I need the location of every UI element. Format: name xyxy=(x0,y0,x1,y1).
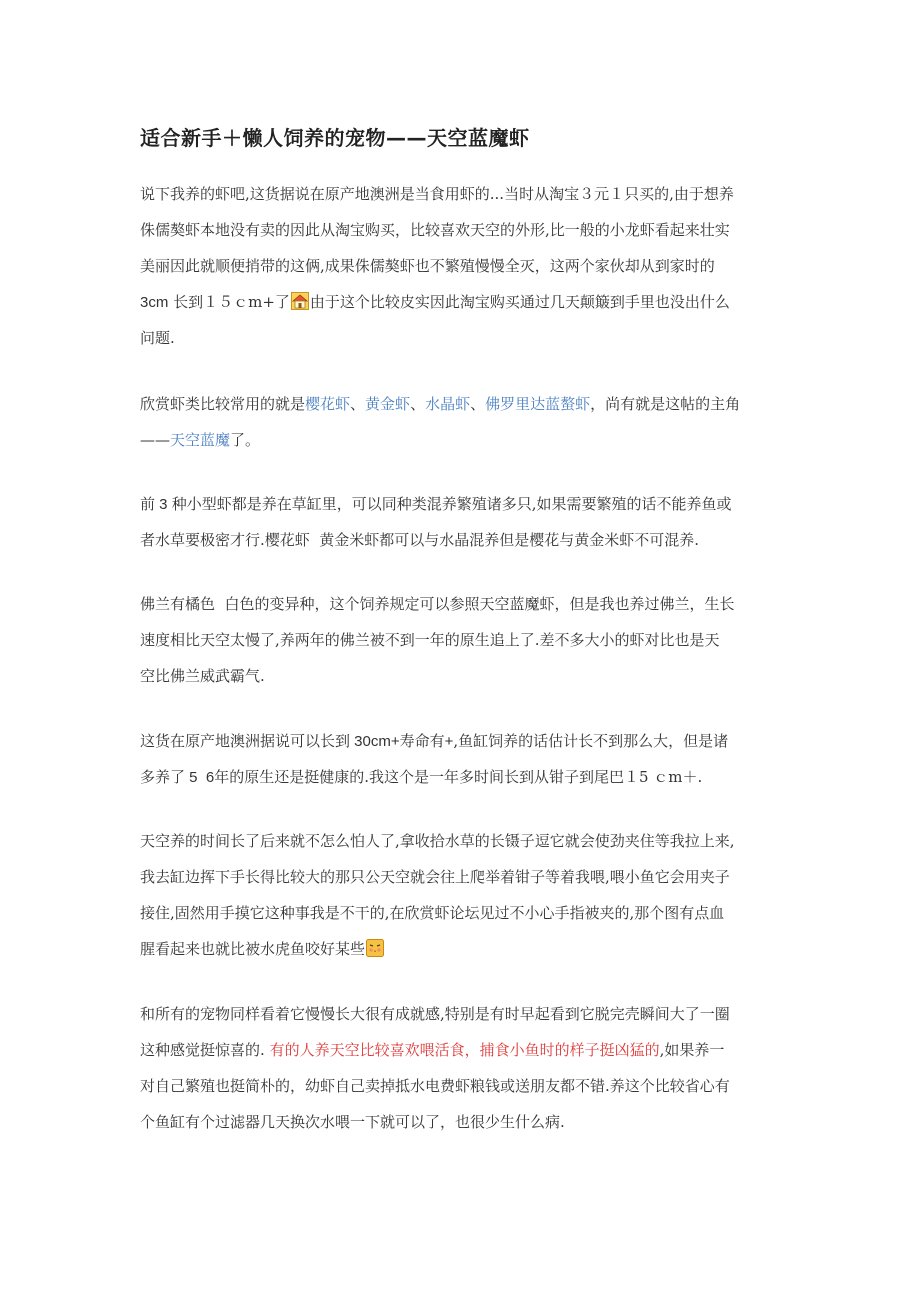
paragraph-line: 接住,固然用手摸它这种事我是不干的,在欣赏虾论坛见过不小心手指被夹的,那个图有点血 xyxy=(140,904,725,922)
text-span: 由于这个比较皮实因此淘宝购买通过几天颠簸到手里也没出什么 xyxy=(309,293,730,311)
paragraph-line: 者水草要极密才行.樱花虾 黄金米虾都可以与水晶混养但是樱花与黄金米虾不可混养. xyxy=(140,531,700,549)
text-span: 前 xyxy=(140,495,156,513)
paragraph-6 xyxy=(140,823,790,967)
paragraph-1 xyxy=(140,176,790,356)
paragraph-line: 美丽因此就顺便捎带的这俩,成果侏儒獒虾也不繁殖慢慢全灭，这两个家伙却从到家时的 xyxy=(140,257,715,275)
text-span: 多养了 xyxy=(140,768,186,786)
text-span: 长到１５ｃm+了 xyxy=(173,293,290,311)
article-title: 适合新手＋懒人饲养的宠物——天空蓝魔虾 xyxy=(140,126,530,150)
text-span: 3cm xyxy=(140,294,169,311)
paragraph-3 xyxy=(140,486,790,558)
text-span: 腥看起来也就比被水虎鱼咬好某些 xyxy=(140,940,366,958)
paragraph-line: 侏儒獒虾本地没有卖的因此从淘宝购买，比较喜欢天空的外形,比一般的小龙虾看起来壮实 xyxy=(140,221,730,239)
paragraph-line xyxy=(140,284,790,320)
paragraph-line: 佛兰有橘色 白色的变异种，这个饲养规定可以参照天空蓝魔虾，但是我也养过佛兰，生长 xyxy=(140,595,735,613)
text-span: 5 6 xyxy=(185,769,215,786)
paragraph-line: 说下我养的虾吧,这货据说在原产地澳洲是当食用虾的...当时从淘宝３元１只买的,由于想养 xyxy=(140,185,734,203)
kiss-face-emoticon-icon xyxy=(366,934,384,952)
text-span: 这种感觉挺惊喜的. xyxy=(140,1041,265,1059)
text-span: 欣赏虾类比较常用的就是 xyxy=(140,395,306,413)
paragraph-line: 天空养的时间长了后来就不怎么怕人了,拿收拾水草的长镊子逗它就会使劲夹住等我拉上来, xyxy=(140,832,735,850)
paragraph-line xyxy=(140,759,790,795)
text-span: 种小型虾都是养在草缸里，可以同种类混养繁殖诸多只,如果需要繁殖的话不能养鱼或 xyxy=(171,495,732,513)
link-florida-blue-crayfish[interactable]: 佛罗里达蓝螯虾 xyxy=(485,395,591,413)
text-span: 这货在原产地澳洲据说可以长到 xyxy=(140,732,351,750)
text-span: 、 xyxy=(470,395,486,413)
house-emoticon-icon xyxy=(291,287,309,305)
paragraph-line: 速度相比天空太慢了,养两年的佛兰被不到一年的原生追上了.差不多大小的虾对比也是天 xyxy=(140,631,720,649)
link-sky-blue-crayfish[interactable]: 天空蓝魔 xyxy=(170,431,231,449)
paragraph-line xyxy=(140,386,790,422)
text-span: 了。 xyxy=(230,431,261,449)
text-span: ,如果养一 xyxy=(659,1041,725,1059)
highlighted-text: 有的人养天空比较喜欢喂活食，捕食小鱼时的样子挺凶猛的 xyxy=(269,1041,660,1059)
paragraph-7 xyxy=(140,996,790,1140)
paragraph-line: 对自己繁殖也挺简朴的，幼虾自己卖掉抵水电费虾粮钱或送朋友都不错.养这个比较省心有 xyxy=(140,1077,730,1095)
text-span: ,鱼缸饲养的话估计长不到那么大，但是诸 xyxy=(453,732,729,750)
text-span: + xyxy=(444,733,454,750)
text-span: 、 xyxy=(350,395,366,413)
paragraph-4 xyxy=(140,586,790,694)
link-crystal-shrimp[interactable]: 水晶虾 xyxy=(425,395,471,413)
paragraph-line: 和所有的宠物同样看着它慢慢长大很有成就感,特别是有时早起看到它脱完壳瞬间大了一圈 xyxy=(140,1005,730,1023)
text-span: 、 xyxy=(410,395,426,413)
paragraph-line: 空比佛兰威武霸气. xyxy=(140,667,265,685)
paragraph-line xyxy=(140,1032,790,1068)
link-sakura-shrimp[interactable]: 樱花虾 xyxy=(305,395,351,413)
text-span: —— xyxy=(140,431,170,449)
paragraph-line xyxy=(140,486,790,522)
text-span: ，尚有就是这帖的主角 xyxy=(590,395,741,413)
paragraph-line: 我去缸边挥下手长得比较大的那只公天空就会往上爬举着钳子等着我喂,喂小鱼它会用夹子 xyxy=(140,868,730,886)
text-span: 寿命有 xyxy=(399,732,445,750)
text-span: 30cm+ xyxy=(350,733,400,750)
text-span: 年的原生还是挺健康的.我这个是一年多时间长到从钳子到尾巴１5 ｃm＋. xyxy=(214,768,703,786)
paragraph-line: 个鱼缸有个过滤器几天换次水喂一下就可以了，也很少生什么病. xyxy=(140,1113,565,1131)
paragraph-line xyxy=(140,723,790,759)
paragraph-line xyxy=(140,422,790,458)
paragraph-line: 问题. xyxy=(140,329,175,347)
paragraph-5 xyxy=(140,723,790,795)
text-span: 3 xyxy=(155,496,172,513)
paragraph-line xyxy=(140,931,790,967)
link-golden-shrimp[interactable]: 黄金虾 xyxy=(365,395,411,413)
paragraph-2 xyxy=(140,386,790,458)
